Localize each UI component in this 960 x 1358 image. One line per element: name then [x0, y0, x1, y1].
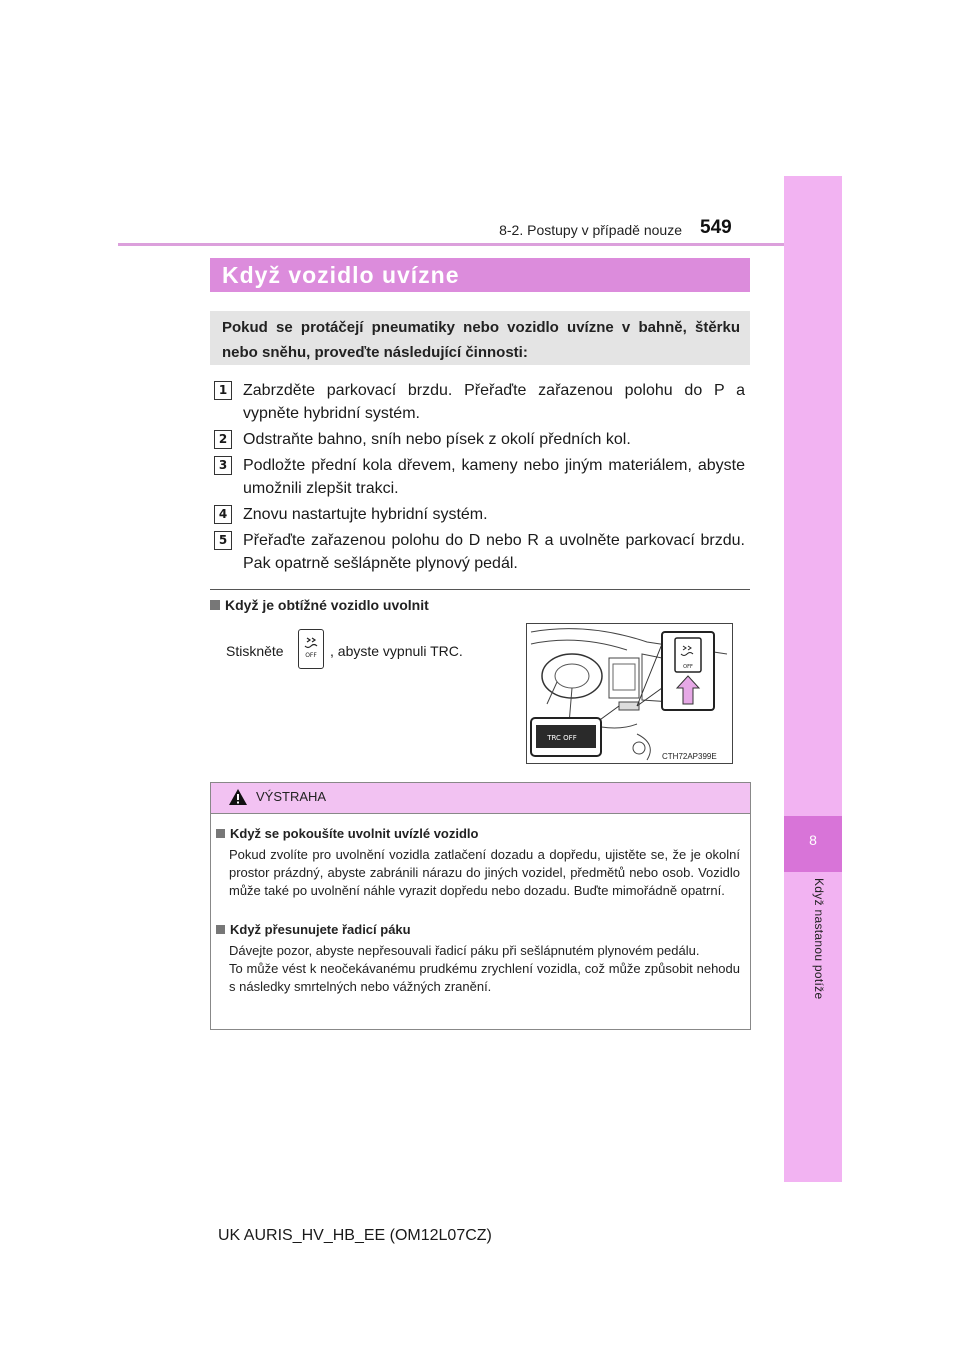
svg-text:OFF: OFF	[305, 652, 317, 659]
bullet-square-icon	[210, 600, 220, 610]
press-instruction-end: , abyste vypnuli TRC.	[330, 643, 463, 659]
warning-item-body: Pokud zvolíte pro uvolnění vozidla zatlačení dozadu a dopředu, ujistěte se, že je okolní prostor prázdný, abyste zabránili nárazu do jiných vozidel, předmětů nebo osob. Vozidlo může také po uvolnění náhle vyrazit dopředu nebo dozadu. Buďte mimořádně opatrní.	[229, 847, 740, 898]
figure-code: CTH72AP399E	[662, 752, 717, 761]
footer-document-code: UK AURIS_HV_HB_EE (OM12L07CZ)	[218, 1227, 492, 1244]
step-number: 5	[214, 531, 232, 550]
page-title: Když vozidlo uvízne	[222, 262, 460, 288]
header-section: 8-2. Postupy v případě nouze	[499, 222, 682, 238]
warning-item-heading: Když přesunujete řadicí páku	[216, 922, 411, 937]
warning-title: VÝSTRAHA	[256, 789, 327, 804]
press-instruction-start: Stiskněte	[226, 643, 284, 659]
subsection-heading	[210, 597, 429, 613]
step-text: Znovu nastartujte hybridní systém.	[243, 506, 488, 523]
step-number: 2	[214, 430, 232, 449]
intro-text: Pokud se protáčejí pneumatiky nebo vozidlo uvízne v bahně, štěrku nebo sněhu, proveďte následující činnosti:	[222, 319, 740, 361]
chapter-title: Když nastanou potíže	[812, 878, 826, 1000]
bullet-square-icon	[216, 925, 225, 934]
dashboard-illustration	[526, 623, 733, 764]
bullet-square-icon	[216, 829, 225, 838]
header-rule	[118, 243, 784, 246]
warning-item-body: Dávejte pozor, abyste nepřesouvali řadicí páku při sešlápnutém plynovém pedálu. To může vést k neočekávanému prudkému zrychlení vozidla, což může způsobit nehodu s následky smrtelných nebo vážných zranění.	[229, 943, 740, 994]
warning-triangle-icon	[228, 788, 248, 811]
subsection-heading-text: Když je obtížné vozidlo uvolnit	[225, 597, 429, 613]
trc-off-switch-icon	[298, 629, 324, 669]
step-number: 3	[214, 456, 232, 475]
page-number: 549	[700, 217, 732, 238]
section-divider	[210, 589, 750, 590]
trc-off-indicator-label: TRC OFF	[547, 734, 577, 742]
warning-item-heading: Když se pokoušíte uvolnit uvízlé vozidlo	[216, 826, 478, 841]
step-text: Podložte přední kola dřevem, kameny nebo jiným materiálem, abyste umožnili zlepšit trakci.	[243, 457, 745, 497]
step-number: 4	[214, 505, 232, 524]
chapter-number: 8	[809, 832, 817, 848]
step-text: Přeřaďte zařazenou polohu do D nebo R a uvolněte parkovací brzdu. Pak opatrně sešlápněte plynový pedál.	[243, 532, 745, 572]
svg-text:OFF: OFF	[683, 664, 693, 670]
step-text: Zabrzděte parkovací brzdu. Přeřaďte zařazenou polohu do P a vypněte hybridní systém.	[243, 382, 745, 422]
step-text: Odstraňte bahno, sníh nebo písek z okolí předních kol.	[243, 431, 631, 448]
step-number: 1	[214, 381, 232, 400]
